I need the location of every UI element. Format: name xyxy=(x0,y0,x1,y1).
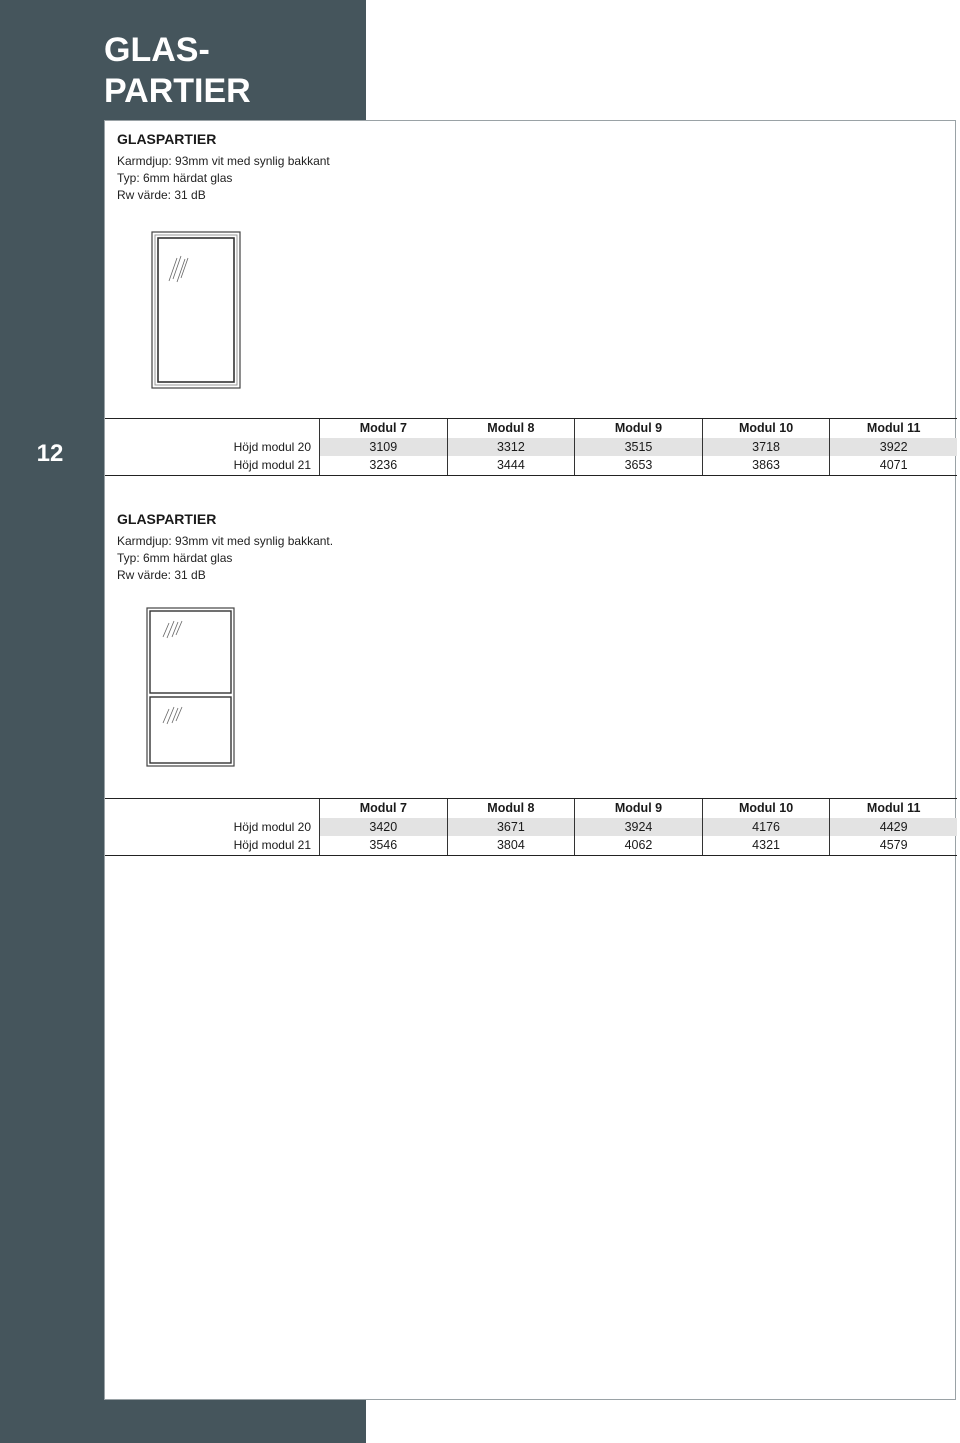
price-table-1 xyxy=(105,418,957,476)
spec-sound-rating: Rw värde: 31 dB xyxy=(117,568,206,582)
table-cell: 3804 xyxy=(447,836,575,855)
table-cell: 4062 xyxy=(574,836,702,855)
column-header: Modul 11 xyxy=(829,799,957,818)
column-header: Modul 11 xyxy=(829,419,957,438)
column-header: Modul 8 xyxy=(447,799,575,818)
table-cell: 4579 xyxy=(829,836,957,855)
table-row xyxy=(105,438,957,457)
table-cell: 3236 xyxy=(319,456,447,475)
single-pane-drawing xyxy=(151,231,243,391)
table-cell: 3312 xyxy=(447,438,575,457)
spec-frame-depth: Karmdjup: 93mm vit med synlig bakkant. xyxy=(117,534,334,548)
table-header-row xyxy=(105,799,957,818)
column-header: Modul 7 xyxy=(319,799,447,818)
table-cell: 4429 xyxy=(829,818,957,837)
upper-glass-pane xyxy=(150,611,231,693)
content-panel xyxy=(104,120,956,1400)
column-header: Modul 7 xyxy=(319,419,447,438)
glass-pane xyxy=(158,238,234,382)
spec-sound-rating: Rw värde: 31 dB xyxy=(117,188,206,202)
table-cell: 3515 xyxy=(574,438,702,457)
row-label: Höjd modul 20 xyxy=(233,439,311,454)
table-row xyxy=(105,456,957,475)
spec-glass-type: Typ: 6mm härdat glas xyxy=(117,551,233,565)
row-label: Höjd modul 20 xyxy=(233,819,311,834)
column-header: Modul 10 xyxy=(702,799,830,818)
table-cell: 3546 xyxy=(319,836,447,855)
table-cell: 3863 xyxy=(702,456,830,475)
column-header: Modul 9 xyxy=(574,419,702,438)
table-cell: 3922 xyxy=(829,438,957,457)
column-header: Modul 9 xyxy=(574,799,702,818)
product-title: GLASPARTIER xyxy=(117,131,217,147)
chapter-title: GLAS- PARTIER xyxy=(104,31,251,110)
table-header-row xyxy=(105,419,957,438)
row-label: Höjd modul 21 xyxy=(233,458,311,473)
table-cell: 3109 xyxy=(319,438,447,457)
table-row xyxy=(105,818,957,837)
table-cell: 4071 xyxy=(829,456,957,475)
column-header: Modul 8 xyxy=(447,419,575,438)
table-row xyxy=(105,836,957,855)
product-title: GLASPARTIER xyxy=(117,511,217,527)
double-pane-drawing xyxy=(145,607,237,769)
row-label: Höjd modul 21 xyxy=(233,838,311,853)
table-cell: 3671 xyxy=(447,818,575,837)
table-cell: 3444 xyxy=(447,456,575,475)
table-cell: 3653 xyxy=(574,456,702,475)
column-header: Modul 10 xyxy=(702,419,830,438)
table-cell: 4321 xyxy=(702,836,830,855)
page-number: 12 xyxy=(36,440,64,467)
table-cell: 3718 xyxy=(702,438,830,457)
table-cell: 3924 xyxy=(574,818,702,837)
spec-frame-depth: Karmdjup: 93mm vit med synlig bakkant xyxy=(117,154,330,168)
spec-glass-type: Typ: 6mm härdat glas xyxy=(117,171,233,185)
table-cell: 4176 xyxy=(702,818,830,837)
lower-glass-pane xyxy=(150,697,231,763)
price-table-2 xyxy=(105,798,957,856)
table-cell: 3420 xyxy=(319,818,447,837)
